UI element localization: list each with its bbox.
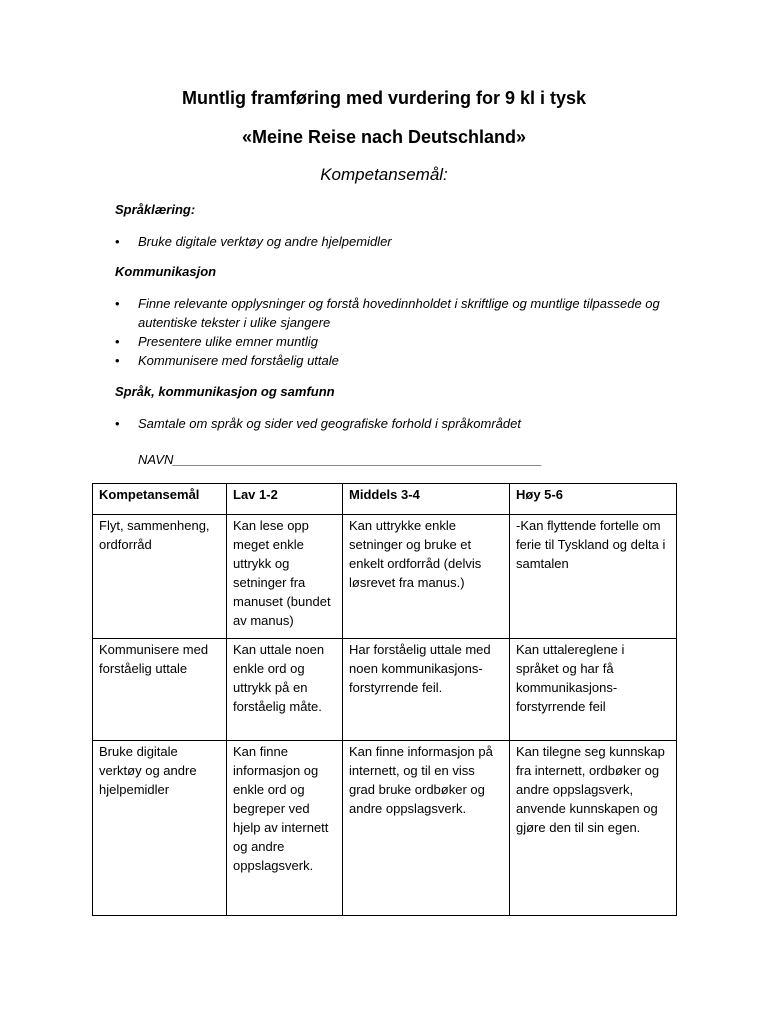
table-cell: Flyt, sammenheng, ordforråd	[93, 515, 227, 639]
bullet-icon: •	[115, 416, 120, 431]
bullet-text: Samtale om språk og sider ved geografiske forhold i språkområdet	[138, 416, 521, 431]
section-bullets-sprak-kommunikasjon-samfunn	[115, 414, 685, 433]
bullet-icon: •	[115, 353, 120, 368]
document-subtitle-title: «Meine Reise nach Deutschland»	[241, 127, 527, 147]
table-cell: Kan tilegne seg kunnskap fra internett, ordbøker og andre oppslagsverk, anvende kunnskapen og gjøre den til sin egen.	[510, 741, 677, 916]
table-cell: Bruke digitale verktøy og andre hjelpemidler	[93, 741, 227, 916]
section-bullets-sprakleering	[115, 232, 685, 251]
list-item	[115, 294, 685, 332]
table-row	[93, 515, 677, 639]
table-header-row	[93, 484, 677, 515]
list-item	[115, 414, 685, 433]
table-cell: -Kan flyttende fortelle om ferie til Tyskland og delta i samtalen	[510, 515, 677, 639]
column-header: Kompetansemål	[93, 484, 227, 515]
table-row	[93, 639, 677, 741]
bullet-text: Presentere ulike emner muntlig	[138, 334, 318, 349]
column-header: Lav 1-2	[227, 484, 343, 515]
list-item	[115, 232, 685, 251]
table-cell: Kan lese opp meget enkle uttrykk og setninger fra manuset (bundet av manus)	[227, 515, 343, 639]
table-row	[93, 741, 677, 916]
bullet-icon: •	[115, 234, 120, 249]
assessment-rubric-table	[92, 483, 677, 916]
bullet-text: Kommunisere med forståelig uttale	[138, 353, 339, 368]
bullet-text: Finne relevante opplysninger og forstå hovedinnholdet i skriftlige og muntlige tilpassede og autentiske tekster i ulike sjangere	[138, 296, 660, 330]
section-heading-kommunikasjon: Kommunikasjon	[115, 264, 217, 279]
column-header: Høy 5-6	[510, 484, 677, 515]
column-header: Middels 3-4	[343, 484, 510, 515]
table-cell: Kommunisere med forståelig uttale	[93, 639, 227, 741]
section-heading-sprak-kommunikasjon-samfunn: Språk, kommunikasjon og samfunn	[115, 384, 335, 399]
section-bullets-kommunikasjon	[115, 294, 685, 370]
table-cell: Kan uttalereglene i språket og har få kommunikasjons-forstyrrende feil	[510, 639, 677, 741]
table-cell: Kan finne informasjon på internett, og til en viss grad bruke ordbøker og andre oppslagsverk.	[343, 741, 510, 916]
table-cell: Har forståelig uttale med noen kommunikasjons-forstyrrende feil.	[343, 639, 510, 741]
list-item	[115, 332, 685, 351]
table-cell: Kan uttale noen enkle ord og uttrykk på en forståelig måte.	[227, 639, 343, 741]
table-cell: Kan uttrykke enkle setninger og bruke et enkelt ordforråd (delvis løsrevet fra manus.)	[343, 515, 510, 639]
list-item	[115, 351, 685, 370]
section-heading-sprakleering: Språklæring:	[115, 202, 196, 217]
bullet-text: Bruke digitale verktøy og andre hjelpemidler	[138, 234, 392, 249]
bullet-icon: •	[115, 334, 120, 349]
competence-heading: Kompetansemål:	[320, 165, 448, 184]
bullet-icon: •	[115, 296, 120, 311]
document-title: Muntlig framføring med vurdering for 9 kl i tysk	[181, 88, 587, 108]
name-field-line: NAVN___________________________________________________	[138, 452, 543, 467]
table-cell: Kan finne informasjon og enkle ord og begreper ved hjelp av internett og andre oppslagsverk.	[227, 741, 343, 916]
